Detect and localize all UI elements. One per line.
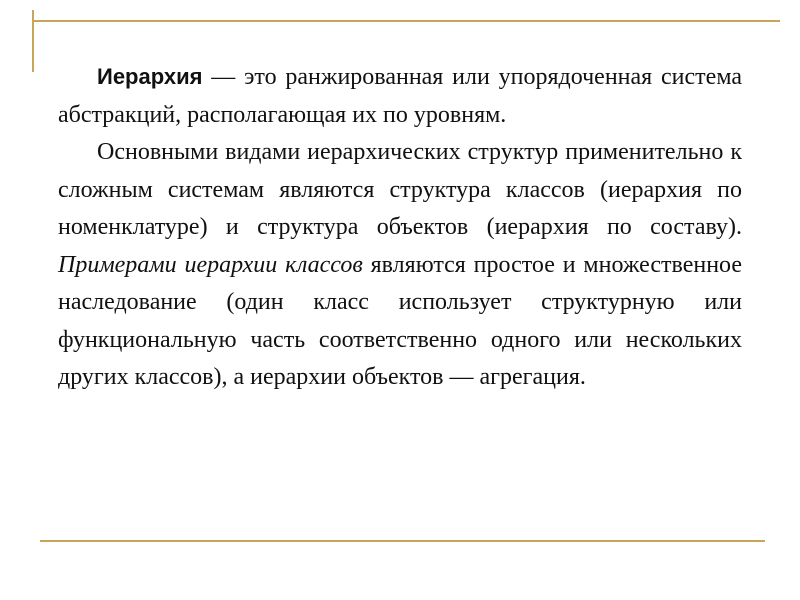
class-hierarchy-examples-emphasis: Примерами иерархии классов — [58, 251, 363, 278]
definition-paragraph — [58, 58, 742, 134]
definition-text: — это ранжированная или упорядоченная система абстракций, располагающая их по уровням. — [58, 64, 742, 128]
slide-text-body — [58, 58, 742, 397]
hierarchy-types-text: Основными видами иерархических структур применительно к сложным системам являются структура классов (иерархия по номенклатуре) и структура объектов (иерархия по составу). — [58, 139, 742, 240]
frame-left-line — [32, 10, 34, 72]
frame-top-line — [32, 20, 780, 22]
hierarchy-examples-text: являются простое и множественное наследование (один класс использует структурную или функциональную часть соответственно одного или нескольких других классов), а иерархии объектов — агрегация. — [58, 251, 743, 390]
frame-bottom-line — [40, 540, 765, 542]
definition-term: Иерархия — [97, 64, 203, 89]
hierarchy-types-paragraph — [58, 134, 742, 397]
